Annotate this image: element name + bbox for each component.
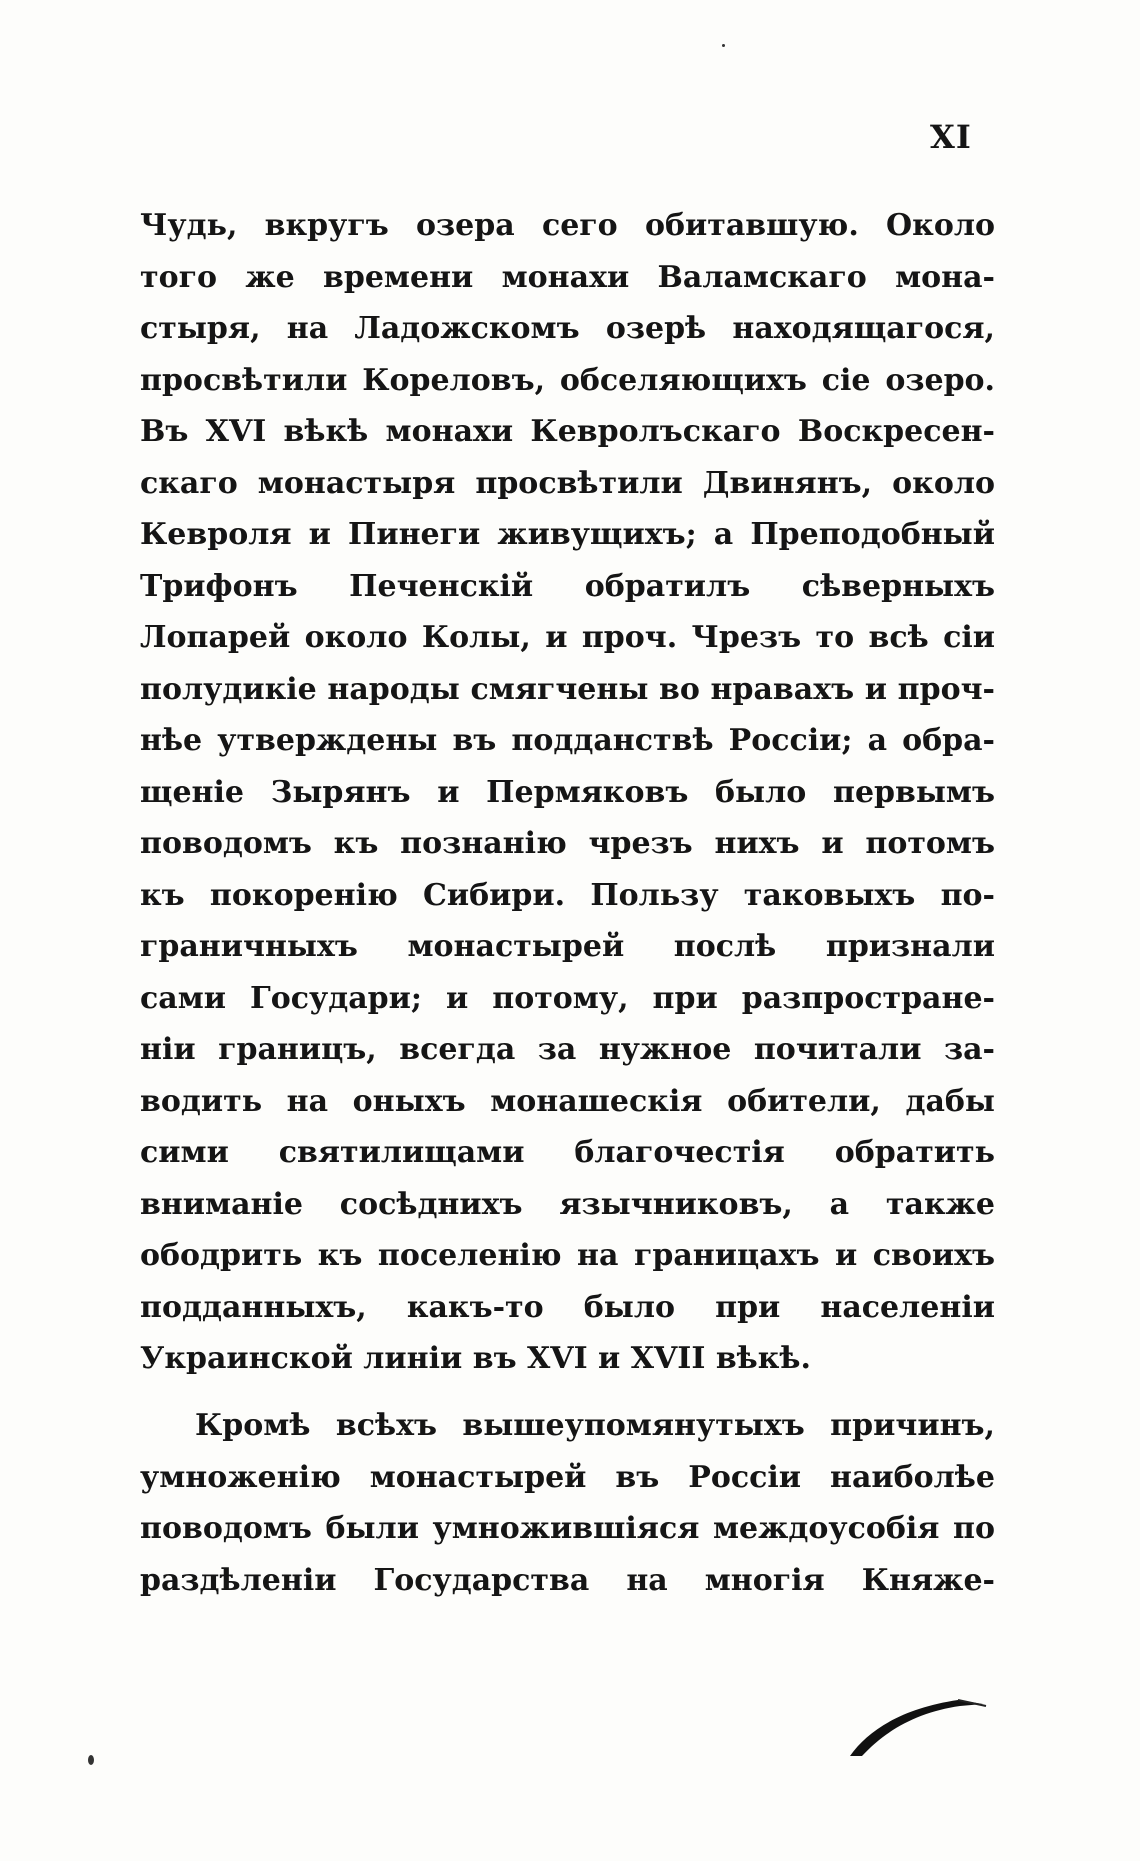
text-line: поводомъ были умножившіяся междоусобія по	[140, 1511, 995, 1546]
text-line: граничныхъ монастырей послѣ признали	[140, 929, 995, 964]
text-line: полудикіе народы смягчены во нравахъ и проч-	[140, 671, 995, 707]
text-line: умноженію монастырей въ Россіи наиболѣе	[140, 1459, 995, 1495]
text-line: водить на оныхъ монашескія обители, дабы	[140, 1083, 995, 1119]
text-line: раздѣленіи Государства на многія Княже-	[140, 1562, 995, 1598]
print-speck	[722, 44, 725, 47]
print-speck	[88, 1755, 94, 1765]
text-line: сами Государи; и потому, при разпростране-	[140, 980, 995, 1016]
text-line: Кевроля и Пинеги живущихъ; а Преподобный	[140, 517, 995, 552]
text-line: щеніе Зырянъ и Пермяковъ было первымъ	[140, 774, 995, 810]
paragraph-2	[140, 1400, 995, 1606]
text-line: Украинской линіи въ XVI и XVII вѣкѣ.	[140, 1341, 811, 1376]
ink-flourish	[848, 1690, 988, 1760]
text-line: сими святилищами благочестія обратить	[140, 1135, 995, 1170]
paragraph-1	[140, 200, 995, 1385]
text-line: нѣе утверждены въ подданствѣ Россіи; а обра-	[140, 723, 995, 758]
text-line: ніи границъ, всегда за нужное почитали за-	[140, 1032, 995, 1067]
text-line: Чудь, вкругъ озера сего обитавшую. Около	[140, 208, 995, 243]
text-line: поводомъ къ познанію чрезъ нихъ и потомъ	[140, 826, 995, 861]
text-line: того же времени монахи Валамскаго мона-	[140, 259, 995, 295]
page-number: XI	[930, 118, 972, 156]
text-line: Кромѣ всѣхъ вышеупомянутыхъ причинъ,	[195, 1408, 995, 1443]
text-line: къ покоренію Сибири. Пользу таковыхъ по-	[140, 877, 995, 913]
text-line: скаго монастыря просвѣтили Двинянъ, около	[140, 465, 995, 501]
text-line: ободрить къ поселенію на границахъ и своихъ	[140, 1238, 995, 1273]
text-line: Въ XVI вѣкѣ монахи Кевролъскаго Воскресен-	[140, 414, 995, 449]
text-line: просвѣтили Кореловъ, обселяющихъ сіе озеро.	[140, 362, 995, 398]
text-line: вниманіе сосѣднихъ язычниковъ, а также	[140, 1186, 995, 1222]
text-line: подданныхъ, какъ-то было при населеніи	[140, 1289, 995, 1325]
text-line: Трифонъ Печенскій обратилъ сѣверныхъ	[140, 568, 995, 604]
text-line: стыря, на Ладожскомъ озерѣ находящагося,	[140, 311, 995, 346]
text-line: Лопарей около Колы, и проч. Чрезъ то всѣ сіи	[140, 620, 995, 655]
